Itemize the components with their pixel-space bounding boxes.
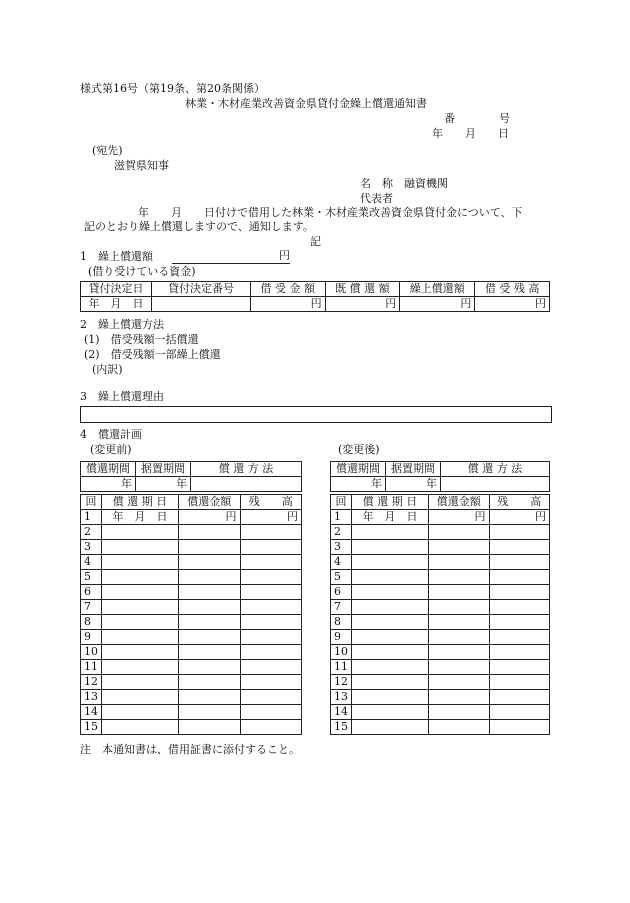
plan-row-balance — [240, 585, 302, 600]
plan-row-amount: 円 — [179, 510, 241, 525]
plan-row — [81, 600, 302, 615]
plan-row-date — [102, 690, 179, 705]
plan-row — [81, 675, 302, 690]
plan-row-date — [352, 540, 429, 555]
after-label: (変更後) — [338, 443, 380, 456]
plan-row-balance — [240, 615, 302, 630]
plan-row-amount — [179, 705, 241, 720]
loan-header-cell: 繰上償還額 — [400, 282, 475, 297]
plan-row — [81, 585, 302, 600]
plan-row-date — [352, 570, 429, 585]
plan-row-balance — [240, 600, 302, 615]
plan-row-number: 13 — [331, 690, 352, 705]
plan-row-date — [102, 705, 179, 720]
plan-row-date: 年 月 日 — [102, 510, 179, 525]
footnote: 注 本通知書は、借用証書に添付すること。 — [80, 743, 300, 756]
amount-yen: 円 — [279, 249, 290, 262]
plan-period-year: 年 — [81, 477, 136, 492]
plan-row-number: 10 — [331, 645, 352, 660]
plan-row-date — [352, 600, 429, 615]
document-title: 林業・木材産業改善資金県貸付金繰上償還通知書 — [185, 97, 427, 110]
plan-row-date — [102, 720, 179, 735]
plan-method-value — [441, 477, 550, 492]
section2-heading: 2 繰上償還方法 — [80, 318, 164, 331]
plan-col-balance: 残 高 — [489, 495, 550, 510]
plan-row — [81, 525, 302, 540]
loan-number-cell — [152, 297, 251, 312]
plan-row-amount — [179, 630, 241, 645]
plan-row-balance — [240, 705, 302, 720]
plan-row-date — [352, 555, 429, 570]
plan-header-table-before — [80, 461, 302, 492]
before-label: (変更前) — [90, 443, 132, 456]
plan-row-balance: 円 — [489, 510, 550, 525]
plan-row-amount — [429, 615, 490, 630]
plan-row-date — [352, 615, 429, 630]
plan-row-amount — [179, 540, 241, 555]
plan-row-amount — [429, 600, 490, 615]
addressee: 滋賀県知事 — [114, 159, 169, 172]
plan-col-amount: 償還金額 — [429, 495, 490, 510]
plan-row-number: 4 — [81, 555, 102, 570]
plan-row — [81, 540, 302, 555]
plan-row-balance — [240, 660, 302, 675]
plan-header-period: 償還期間 — [81, 462, 136, 477]
plan-row-number: 12 — [331, 675, 352, 690]
plan-row — [81, 510, 302, 525]
plan-row-date — [102, 615, 179, 630]
plan-row-amount — [429, 720, 490, 735]
loan-header-cell: 借 受 残 高 — [475, 282, 550, 297]
plan-header-method: 償 還 方 法 — [441, 462, 550, 477]
plan-method-value — [191, 477, 302, 492]
plan-row-balance — [240, 675, 302, 690]
plan-row — [331, 645, 550, 660]
plan-deferral-year: 年 — [136, 477, 191, 492]
loan-yen-cell: 円 — [325, 297, 400, 312]
plan-row-number: 5 — [331, 570, 352, 585]
plan-row-number: 10 — [81, 645, 102, 660]
plan-row-balance — [240, 540, 302, 555]
plan-row-date — [102, 585, 179, 600]
plan-col-no: 回 — [331, 495, 352, 510]
plan-row-balance — [489, 540, 550, 555]
plan-header-table-after — [330, 461, 550, 492]
plan-row-amount — [179, 570, 241, 585]
plan-row-date — [102, 540, 179, 555]
plan-header-deferral: 据置期間 — [136, 462, 191, 477]
plan-row-date — [352, 585, 429, 600]
section1-sub: (借り受けている資金) — [88, 265, 196, 278]
section4-heading: 4 償還計画 — [80, 428, 142, 441]
plan-row-amount — [179, 525, 241, 540]
plan-row — [81, 660, 302, 675]
plan-row-number: 15 — [81, 720, 102, 735]
plan-row — [81, 555, 302, 570]
breakdown-label: (内訳) — [92, 363, 123, 376]
plan-row-balance — [240, 570, 302, 585]
plan-row-number: 15 — [331, 720, 352, 735]
plan-col-balance: 残 高 — [240, 495, 302, 510]
plan-row-number: 8 — [81, 615, 102, 630]
loan-date-cell: 年 月 日 — [81, 297, 152, 312]
plan-row-date — [352, 690, 429, 705]
plan-row-number: 1 — [81, 510, 102, 525]
plan-row — [331, 690, 550, 705]
plan-header-deferral: 据置期間 — [386, 462, 441, 477]
plan-row-balance — [489, 630, 550, 645]
plan-row — [331, 705, 550, 720]
loan-header-cell: 借 受 金 額 — [251, 282, 326, 297]
plan-row — [331, 600, 550, 615]
plan-row-balance — [489, 720, 550, 735]
plan-row-number: 14 — [331, 705, 352, 720]
plan-row-number: 8 — [331, 615, 352, 630]
plan-row-amount — [429, 630, 490, 645]
loan-yen-cell: 円 — [475, 297, 550, 312]
plan-row-date — [102, 645, 179, 660]
plan-row — [331, 510, 550, 525]
plan-row — [81, 720, 302, 735]
plan-row-date — [102, 555, 179, 570]
plan-row-amount — [429, 555, 490, 570]
plan-row-number: 4 — [331, 555, 352, 570]
plan-row-date: 年 月 日 — [352, 510, 429, 525]
plan-row-date — [352, 675, 429, 690]
plan-row-balance — [240, 720, 302, 735]
plan-row-number: 2 — [81, 525, 102, 540]
plan-row-amount — [179, 675, 241, 690]
plan-row-number: 6 — [331, 585, 352, 600]
plan-row-amount — [429, 660, 490, 675]
plan-header-method: 償 還 方 法 — [191, 462, 302, 477]
plan-col-date: 償 還 期 日 — [102, 495, 179, 510]
form-id: 様式第16号（第19条、第20条関係） — [80, 82, 265, 95]
plan-row-date — [352, 630, 429, 645]
plan-row — [331, 570, 550, 585]
plan-row-number: 7 — [331, 600, 352, 615]
date-label: 年 月 日 — [432, 127, 509, 140]
plan-row — [331, 585, 550, 600]
name-label: 名 称 融資機関 — [360, 177, 448, 190]
plan-row-balance — [489, 570, 550, 585]
plan-row-number: 9 — [331, 630, 352, 645]
plan-row-balance — [489, 675, 550, 690]
plan-row-amount — [429, 585, 490, 600]
plan-row-number: 13 — [81, 690, 102, 705]
plan-row-balance — [240, 645, 302, 660]
loan-yen-cell: 円 — [400, 297, 475, 312]
plan-row-number: 5 — [81, 570, 102, 585]
plan-table-after — [330, 494, 550, 735]
plan-row-number: 9 — [81, 630, 102, 645]
plan-row-amount — [429, 675, 490, 690]
plan-col-date: 償 還 期 日 — [352, 495, 429, 510]
section3-heading: 3 繰上償還理由 — [80, 390, 164, 403]
plan-row-amount — [429, 570, 490, 585]
plan-row — [81, 570, 302, 585]
plan-row-amount — [179, 555, 241, 570]
plan-row-amount — [179, 615, 241, 630]
plan-row-number: 3 — [81, 540, 102, 555]
plan-row-amount — [429, 525, 490, 540]
plan-row-date — [102, 600, 179, 615]
plan-row-amount — [429, 705, 490, 720]
plan-row-amount — [429, 540, 490, 555]
plan-row-amount — [179, 660, 241, 675]
amount-underline — [172, 263, 290, 264]
plan-row-balance — [240, 690, 302, 705]
plan-row-date — [352, 525, 429, 540]
plan-row-balance — [489, 555, 550, 570]
reason-box — [80, 406, 552, 423]
plan-row-number: 11 — [331, 660, 352, 675]
loan-header-cell: 貸付決定日 — [81, 282, 152, 297]
plan-row-date — [102, 525, 179, 540]
plan-row — [331, 615, 550, 630]
ki-mark: 記 — [310, 235, 321, 248]
plan-row-number: 14 — [81, 705, 102, 720]
plan-row — [81, 705, 302, 720]
plan-row-date — [102, 660, 179, 675]
plan-row-balance — [489, 585, 550, 600]
plan-row-number: 12 — [81, 675, 102, 690]
plan-deferral-year: 年 — [386, 477, 441, 492]
number-label: 番 号 — [444, 112, 510, 125]
plan-row — [331, 525, 550, 540]
plan-row-balance — [240, 555, 302, 570]
section1-heading: 1 繰上償還額 — [80, 250, 153, 263]
method-item-2: (2) 借受残額一部繰上償還 — [84, 348, 221, 361]
plan-row-balance — [489, 615, 550, 630]
plan-row-amount — [179, 645, 241, 660]
plan-row — [81, 630, 302, 645]
plan-row-balance — [240, 525, 302, 540]
plan-row-amount — [179, 585, 241, 600]
plan-row — [81, 645, 302, 660]
plan-row-number: 2 — [331, 525, 352, 540]
plan-row — [331, 555, 550, 570]
plan-row — [331, 720, 550, 735]
plan-row-date — [102, 675, 179, 690]
body-line-2: 記のとおり繰上償還しますので、通知します。 — [84, 220, 314, 233]
plan-row — [81, 690, 302, 705]
plan-row — [331, 660, 550, 675]
plan-row-date — [352, 660, 429, 675]
loan-header-cell: 既 償 還 額 — [325, 282, 400, 297]
plan-row-amount: 円 — [429, 510, 490, 525]
plan-row-date — [102, 570, 179, 585]
plan-col-no: 回 — [81, 495, 102, 510]
plan-row — [331, 675, 550, 690]
plan-row-amount — [429, 645, 490, 660]
plan-row-balance — [240, 630, 302, 645]
loan-header-cell: 貸付決定番号 — [152, 282, 251, 297]
plan-row-date — [102, 630, 179, 645]
plan-row-balance: 円 — [240, 510, 302, 525]
plan-row-balance — [489, 525, 550, 540]
loan-table — [80, 281, 550, 312]
plan-row-amount — [179, 690, 241, 705]
plan-row-amount — [179, 600, 241, 615]
plan-row-amount — [429, 690, 490, 705]
plan-header-period: 償還期間 — [331, 462, 386, 477]
loan-yen-cell: 円 — [251, 297, 326, 312]
plan-row-balance — [489, 705, 550, 720]
body-line-1: 年 月 日付けで借用した林業・木材産業改善資金県貸付金について、下 — [138, 206, 523, 219]
method-item-1: (1) 借受残額一括償還 — [84, 333, 199, 346]
plan-row-balance — [489, 690, 550, 705]
plan-row-number: 7 — [81, 600, 102, 615]
plan-row — [81, 615, 302, 630]
plan-col-amount: 償還金額 — [179, 495, 241, 510]
plan-period-year: 年 — [331, 477, 386, 492]
plan-row-number: 6 — [81, 585, 102, 600]
plan-row-balance — [489, 645, 550, 660]
plan-table-before — [80, 494, 302, 735]
plan-row — [331, 630, 550, 645]
plan-row-date — [352, 645, 429, 660]
plan-row-balance — [489, 660, 550, 675]
plan-row-date — [352, 705, 429, 720]
representative-label: 代表者 — [360, 192, 393, 205]
plan-row-number: 3 — [331, 540, 352, 555]
plan-row-amount — [179, 720, 241, 735]
plan-row-balance — [489, 600, 550, 615]
addressee-label: (宛先) — [92, 144, 123, 157]
plan-row-number: 1 — [331, 510, 352, 525]
plan-row-date — [352, 720, 429, 735]
plan-row-number: 11 — [81, 660, 102, 675]
plan-row — [331, 540, 550, 555]
